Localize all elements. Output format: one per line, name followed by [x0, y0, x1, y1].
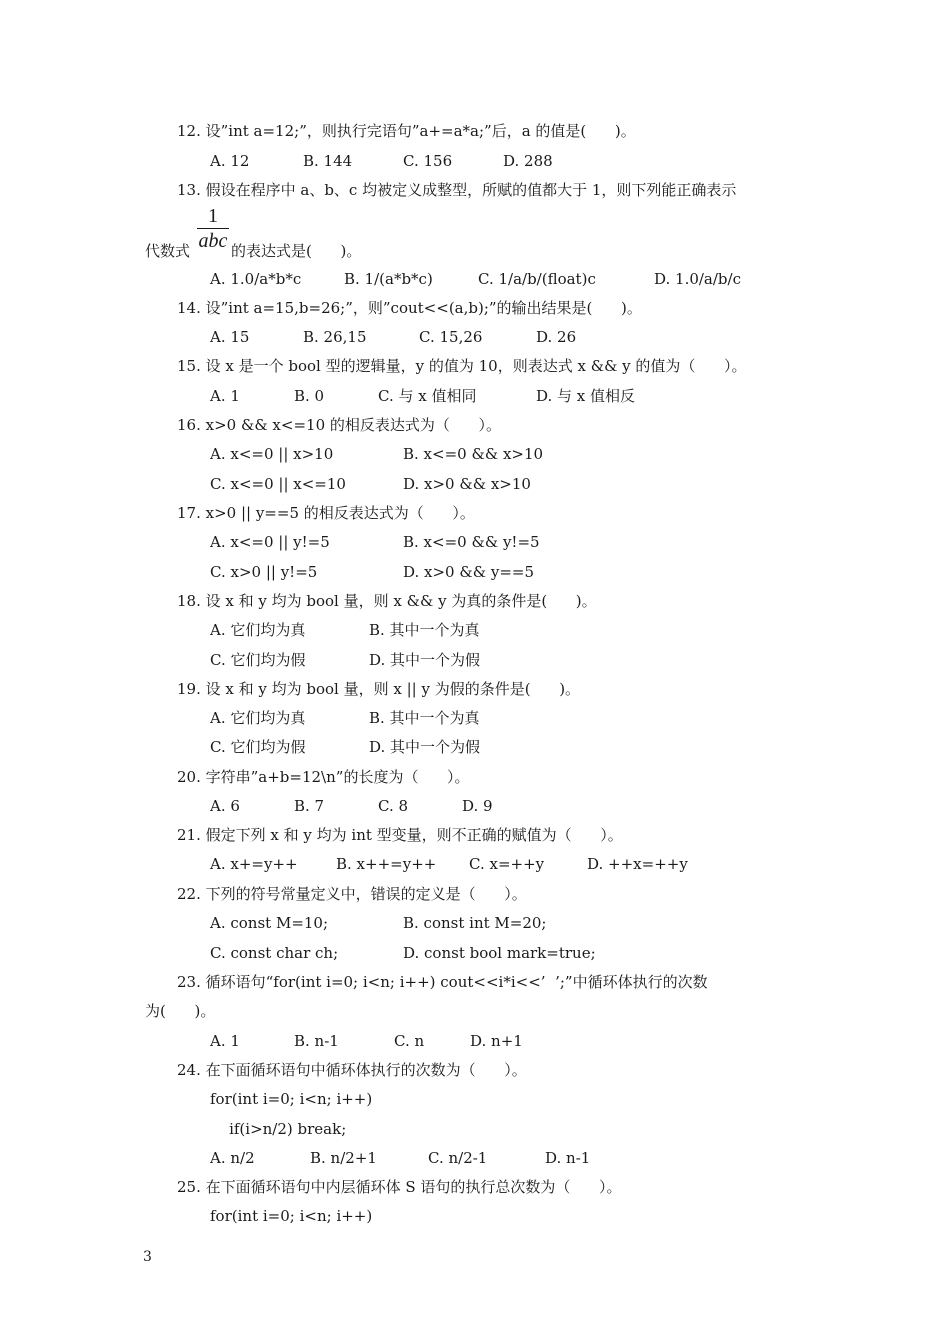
question-13-stem-tail: 的表达式是( )。: [231, 242, 362, 260]
question-12-stem: 12. 设”int a=12;”，则执行完语句”a+=a*a;”后，a 的值是( )。: [177, 122, 636, 140]
q23-option-a: A. 1: [210, 1032, 240, 1050]
q24-code-line-2: if(i>n/2) break;: [210, 1120, 347, 1138]
q24-code-line-1: for(int i=0; i<n; i++): [210, 1090, 373, 1108]
q14-option-a: A. 15: [210, 328, 250, 346]
q24-option-b: B. n/2+1: [310, 1149, 377, 1167]
question-15-stem: 15. 设 x 是一个 bool 型的逻辑量，y 的值为 10，则表达式 x && y 的值为（ ）。: [177, 357, 747, 375]
q23-option-d: D. n+1: [470, 1032, 523, 1050]
q25-code-line-1: for(int i=0; i<n; i++): [210, 1207, 373, 1225]
q14-option-d: D. 26: [536, 328, 577, 346]
q17-option-b: B. x<=0 && y!=5: [403, 533, 540, 551]
question-21-stem: 21. 假定下列 x 和 y 均为 int 型变量，则不正确的赋值为（ ）。: [177, 826, 623, 844]
q15-option-d: D. 与 x 值相反: [536, 387, 636, 405]
q22-option-a: A. const M=10;: [210, 914, 329, 932]
q19-option-b: B. 其中一个为真: [369, 709, 480, 727]
q16-option-d: D. x>0 && x>10: [403, 475, 531, 493]
q18-option-c: C. 它们均为假: [210, 651, 306, 669]
q22-option-c: C. const char ch;: [210, 944, 339, 962]
q19-option-d: D. 其中一个为假: [369, 738, 481, 756]
question-24-stem: 24. 在下面循环语句中循环体执行的次数为（ ）。: [177, 1061, 527, 1079]
q14-option-b: B. 26,15: [303, 328, 367, 346]
q20-option-b: B. 7: [294, 797, 325, 815]
q18-option-b: B. 其中一个为真: [369, 621, 480, 639]
fraction-one-over-abc: [197, 205, 229, 252]
question-16-stem: 16. x>0 && x<=10 的相反表达式为（ ）。: [177, 416, 501, 434]
page-number: 3: [143, 1249, 152, 1265]
question-14-stem: 14. 设”int a=15,b=26;”，则”cout<<(a,b);”的输出结果是( )。: [177, 299, 642, 317]
q21-option-a: A. x+=y++: [210, 855, 298, 873]
q17-option-a: A. x<=0 || y!=5: [210, 533, 330, 551]
q23-option-b: B. n-1: [294, 1032, 339, 1050]
question-22-stem: 22. 下列的符号常量定义中，错误的定义是（ ）。: [177, 885, 527, 903]
q21-option-d: D. ++x=++y: [587, 855, 688, 873]
q20-option-a: A. 6: [210, 797, 240, 815]
q24-option-c: C. n/2-1: [428, 1149, 488, 1167]
q20-option-c: C. 8: [378, 797, 409, 815]
q18-option-a: A. 它们均为真: [210, 621, 306, 639]
q16-option-a: A. x<=0 || x>10: [210, 445, 334, 463]
q19-option-a: A. 它们均为真: [210, 709, 306, 727]
q13-option-b: B. 1/(a*b*c): [344, 270, 433, 288]
q12-option-b: B. 144: [303, 152, 353, 170]
fraction-denominator: abc: [198, 230, 228, 252]
q16-option-c: C. x<=0 || x<=10: [210, 475, 346, 493]
question-23-stem: 23. 循环语句“for(int i=0; i<n; i++) cout<<i*i<<’ ’;”中循环体执行的次数: [177, 973, 708, 991]
q24-option-a: A. n/2: [210, 1149, 255, 1167]
question-25-stem: 25. 在下面循环语句中内层循环体 S 语句的执行总次数为（ ）。: [177, 1178, 622, 1196]
q13-option-c: C. 1/a/b/(float)c: [478, 270, 596, 288]
question-18-stem: 18. 设 x 和 y 均为 bool 量，则 x && y 为真的条件是( )。: [177, 592, 597, 610]
q14-option-c: C. 15,26: [419, 328, 483, 346]
q22-option-b: B. const int M=20;: [403, 914, 547, 932]
fraction-numerator: 1: [208, 205, 218, 227]
q12-option-d: D. 288: [503, 152, 553, 170]
q12-option-a: A. 12: [210, 152, 250, 170]
q23-option-c: C. n: [394, 1032, 425, 1050]
fraction-bar: [197, 228, 229, 229]
q15-option-a: A. 1: [210, 387, 240, 405]
q13-option-a: A. 1.0/a*b*c: [210, 270, 302, 288]
q13-option-d: D. 1.0/a/b/c: [654, 270, 741, 288]
q21-option-b: B. x++=y++: [336, 855, 437, 873]
q19-option-c: C. 它们均为假: [210, 738, 306, 756]
q15-option-c: C. 与 x 值相同: [378, 387, 477, 405]
question-17-stem: 17. x>0 || y==5 的相反表达式为（ ）。: [177, 504, 475, 522]
q17-option-d: D. x>0 && y==5: [403, 563, 534, 581]
q16-option-b: B. x<=0 && x>10: [403, 445, 544, 463]
q22-option-d: D. const bool mark=true;: [403, 944, 596, 962]
question-20-stem: 20. 字符串”a+b=12\n”的长度为（ ）。: [177, 768, 470, 786]
q12-option-c: C. 156: [403, 152, 453, 170]
q15-option-b: B. 0: [294, 387, 325, 405]
question-19-stem: 19. 设 x 和 y 均为 bool 量，则 x || y 为假的条件是( )。: [177, 680, 581, 698]
q18-option-d: D. 其中一个为假: [369, 651, 481, 669]
q17-option-c: C. x>0 || y!=5: [210, 563, 318, 581]
q20-option-d: D. 9: [462, 797, 493, 815]
q24-option-d: D. n-1: [545, 1149, 591, 1167]
question-13-stem: 13. 假设在程序中 a、b、c 均被定义成整型，所赋的值都大于 1，则下列能正确表示: [177, 181, 737, 199]
question-23-stem-continued: 为( )。: [145, 1002, 216, 1020]
question-13-stem-continued: 代数式: [145, 242, 191, 260]
q21-option-c: C. x=++y: [469, 855, 545, 873]
